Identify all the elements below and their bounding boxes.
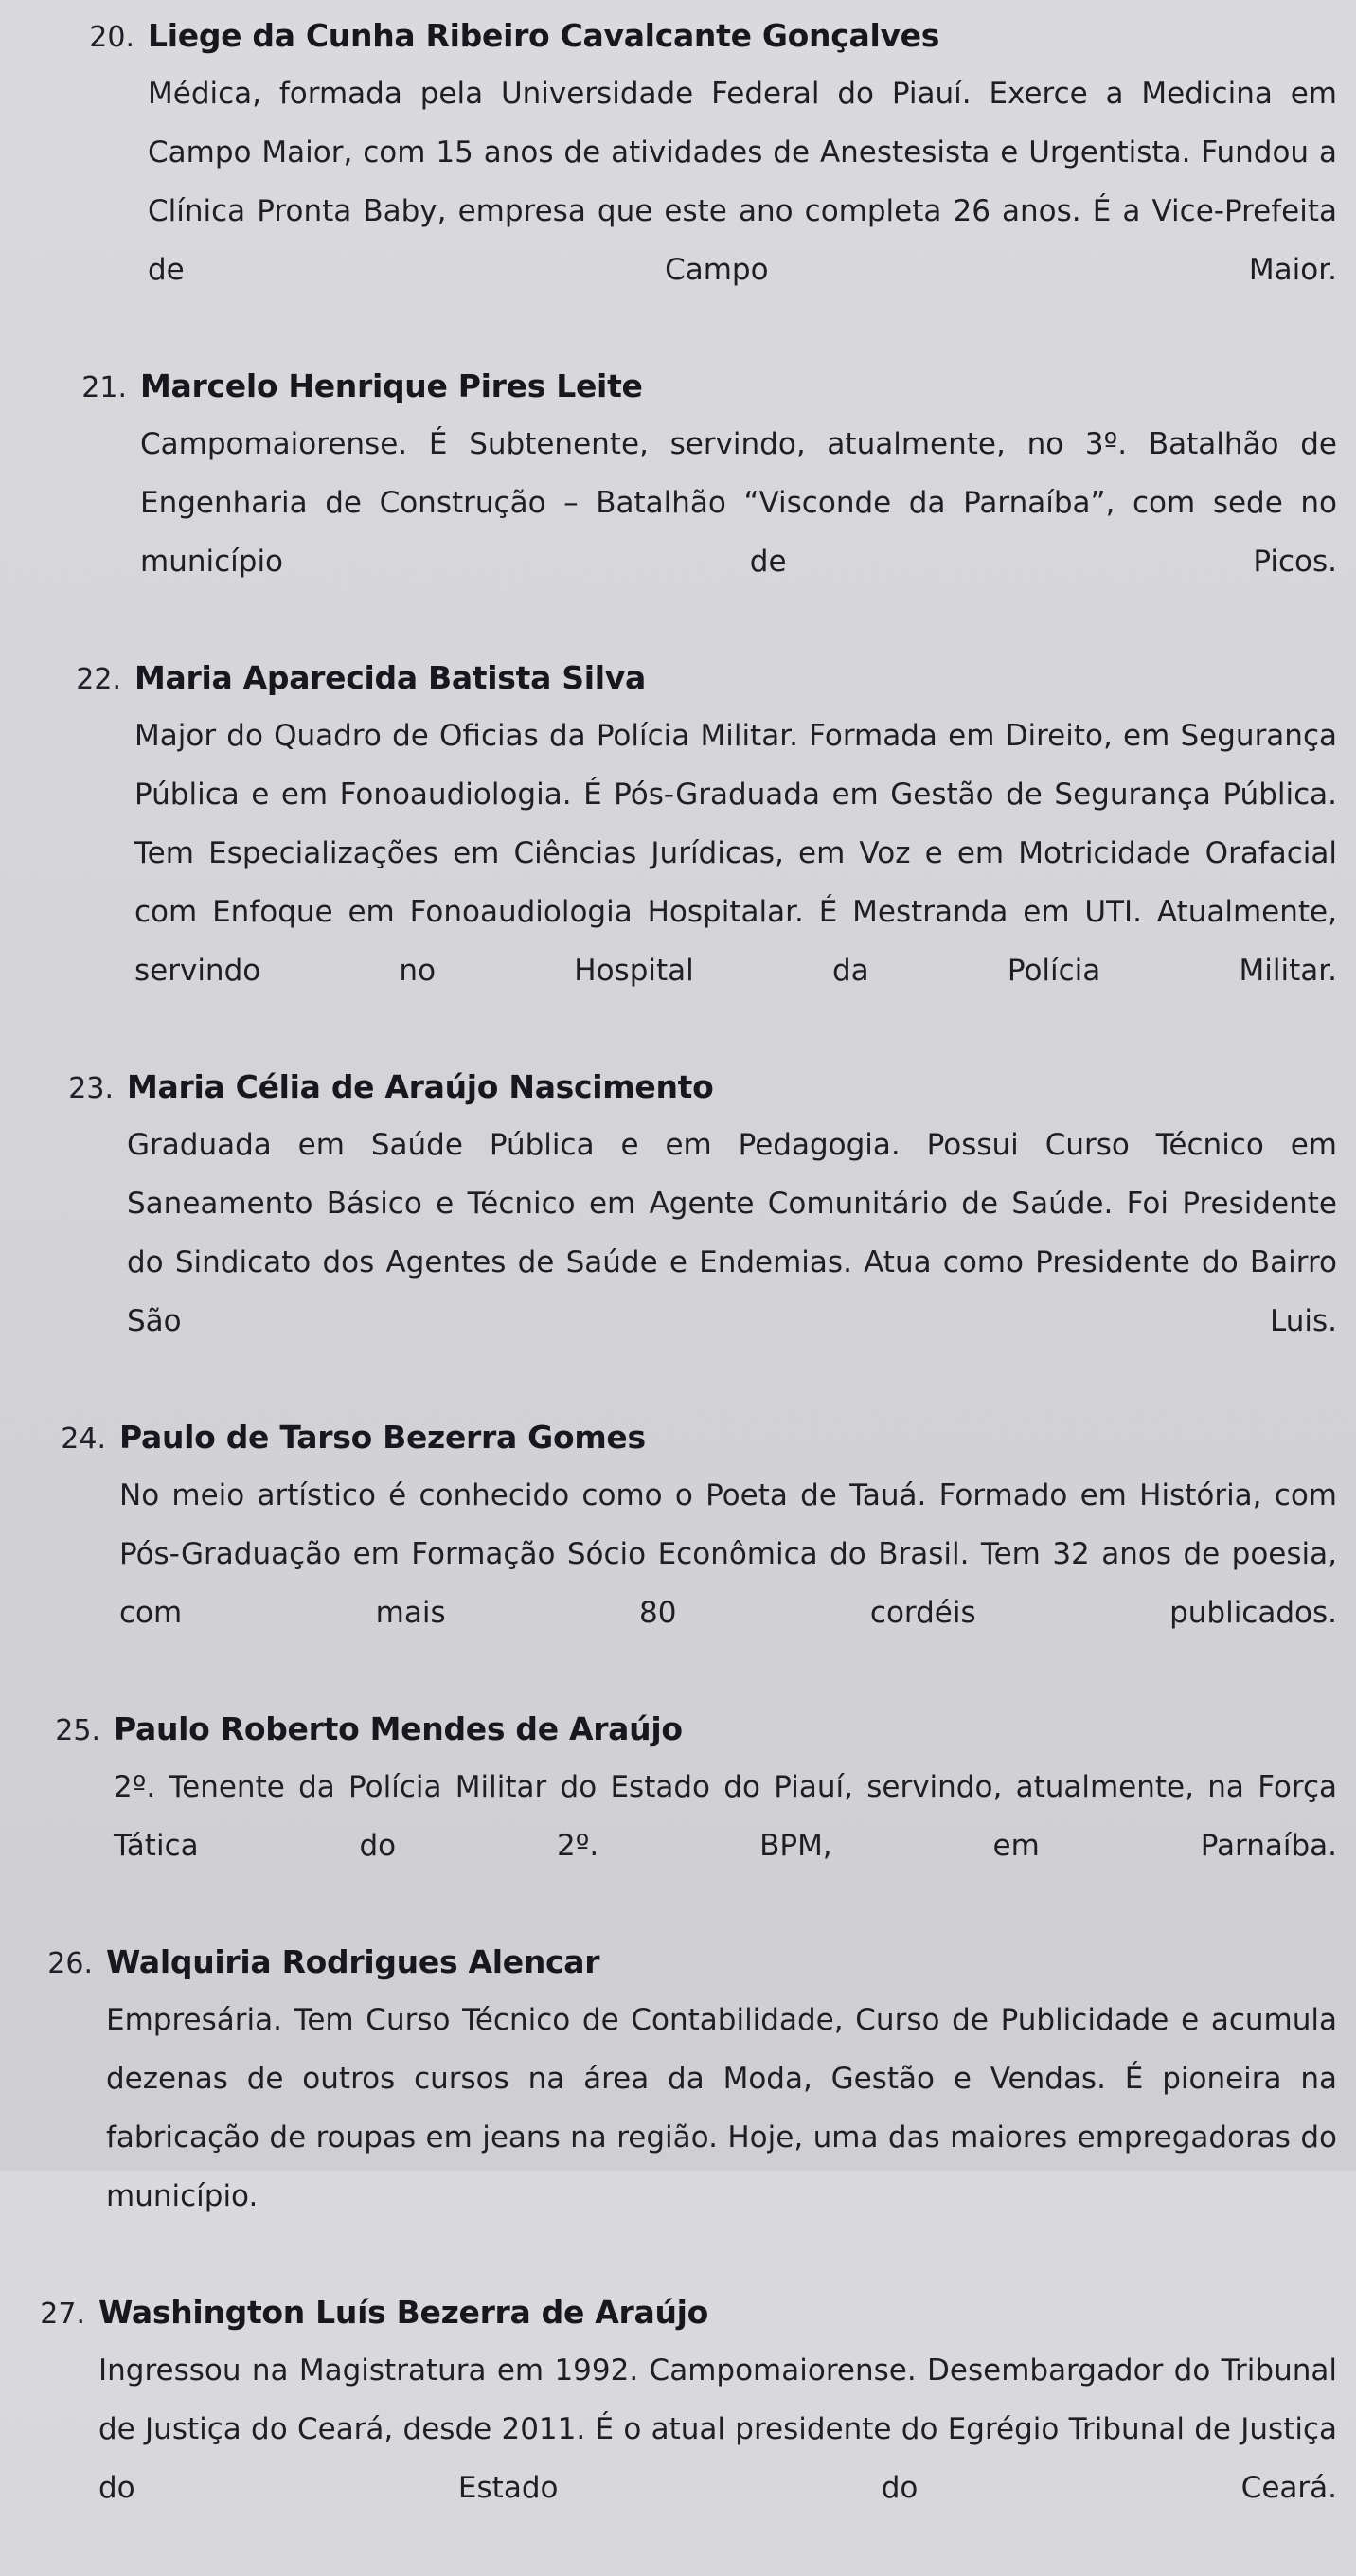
entry-description: No meio artístico é conhecido como o Poeta de Tauá. Formado em História, com Pós-Graduação em Formação Sócio Econômica do Brasil. Tem 32 anos de poesia, com mais 80 cordéis publicados. xyxy=(119,1478,1337,1630)
entry-description: Médica, formada pela Universidade Federal do Piauí. Exerce a Medicina em Campo Maior, com 15 anos de atividades de Anestesista e Urgentista. Fundou a Clínica Pronta Baby, empresa que este ano completa 26 anos. É a Vice-Prefeita de Campo Maior. xyxy=(148,77,1337,287)
entry-heading xyxy=(34,1943,1337,1987)
entry-name: Walquiria Rodrigues Alencar xyxy=(106,1943,600,1980)
entry-number: 21. xyxy=(81,371,127,404)
list-item xyxy=(0,367,1337,650)
entry-name: Paulo de Tarso Bezerra Gomes xyxy=(119,1419,646,1456)
list-item xyxy=(0,1710,1337,1934)
entry-name: Paulo Roberto Mendes de Araújo xyxy=(114,1710,683,1747)
entry-number: 27. xyxy=(40,2298,85,2331)
entry-number: 25. xyxy=(55,1714,100,1747)
entry-number: 22. xyxy=(76,663,121,696)
entry-heading xyxy=(42,1710,1337,1754)
entry-number: 20. xyxy=(89,21,134,54)
entry-description: 2º. Tenente da Polícia Militar do Estado do Piauí, servindo, atualmente, na Força Tática do 2º. BPM, em Parnaíba. xyxy=(114,1770,1337,1863)
entry-name: Marcelo Henrique Pires Leite xyxy=(140,367,643,404)
entry-heading xyxy=(76,17,1337,61)
entry-description: Ingressou na Magistratura em 1992. Campomaiorense. Desembargador do Tribunal de Justiça do Ceará, desde 2011. É o atual presidente do Egrégio Tribunal de Justiça do Estado do Ceará. xyxy=(98,2353,1337,2505)
list-item xyxy=(0,1068,1337,1409)
entry-description: Graduada em Saúde Pública e em Pedagogia. Possui Curso Técnico em Saneamento Básico e Técnico em Agente Comunitário de Saúde. Foi Presidente do Sindicato dos Agentes de Saúde e Endemias. Atua como Presidente do Bairro São Luis. xyxy=(127,1128,1337,1338)
entry-number: 23. xyxy=(68,1072,114,1105)
list-item xyxy=(0,17,1337,358)
list-item xyxy=(0,2294,1337,2576)
entry-number: 24. xyxy=(61,1422,106,1456)
entry-number: 26. xyxy=(47,1947,93,1980)
entry-description: Major do Quadro de Oficias da Polícia Militar. Formada em Direito, em Segurança Pública e em Fonoaudiologia. É Pós-Graduada em Gestão de Segurança Pública. Tem Especializações em Ciências Jurídicas, em Voz e em Motricidade Orafacial com Enfoque em Fonoaudiologia Hospitalar. É Mestranda em UTI. Atualmente, servindo no Hospital da Polícia Militar. xyxy=(134,719,1337,988)
entry-heading xyxy=(27,2294,1337,2337)
list-item xyxy=(0,1419,1337,1701)
entry-name: Maria Célia de Araújo Nascimento xyxy=(127,1068,714,1105)
entry-name: Maria Aparecida Batista Silva xyxy=(134,659,646,696)
list-item xyxy=(0,1943,1337,2284)
entry-heading xyxy=(55,1068,1337,1112)
entry-heading xyxy=(62,659,1337,703)
entry-name: Washington Luís Bezerra de Araújo xyxy=(98,2294,709,2331)
entry-name: Liege da Cunha Ribeiro Cavalcante Gonçalves xyxy=(148,17,940,54)
list-item xyxy=(0,659,1337,1059)
entry-heading xyxy=(68,367,1337,411)
entry-description: Campomaiorense. É Subtenente, servindo, atualmente, no 3º. Batalhão de Engenharia de Construção – Batalhão “Visconde da Parnaíba”, com sede no município de Picos. xyxy=(140,427,1337,579)
entry-description: Empresária. Tem Curso Técnico de Contabilidade, Curso de Publicidade e acumula dezenas de outros cursos na área da Moda, Gestão e Vendas. É pioneira na fabricação de roupas em jeans na região. Hoje, uma das maiores empregadoras do município. xyxy=(106,2003,1337,2213)
entry-heading xyxy=(47,1419,1337,1462)
